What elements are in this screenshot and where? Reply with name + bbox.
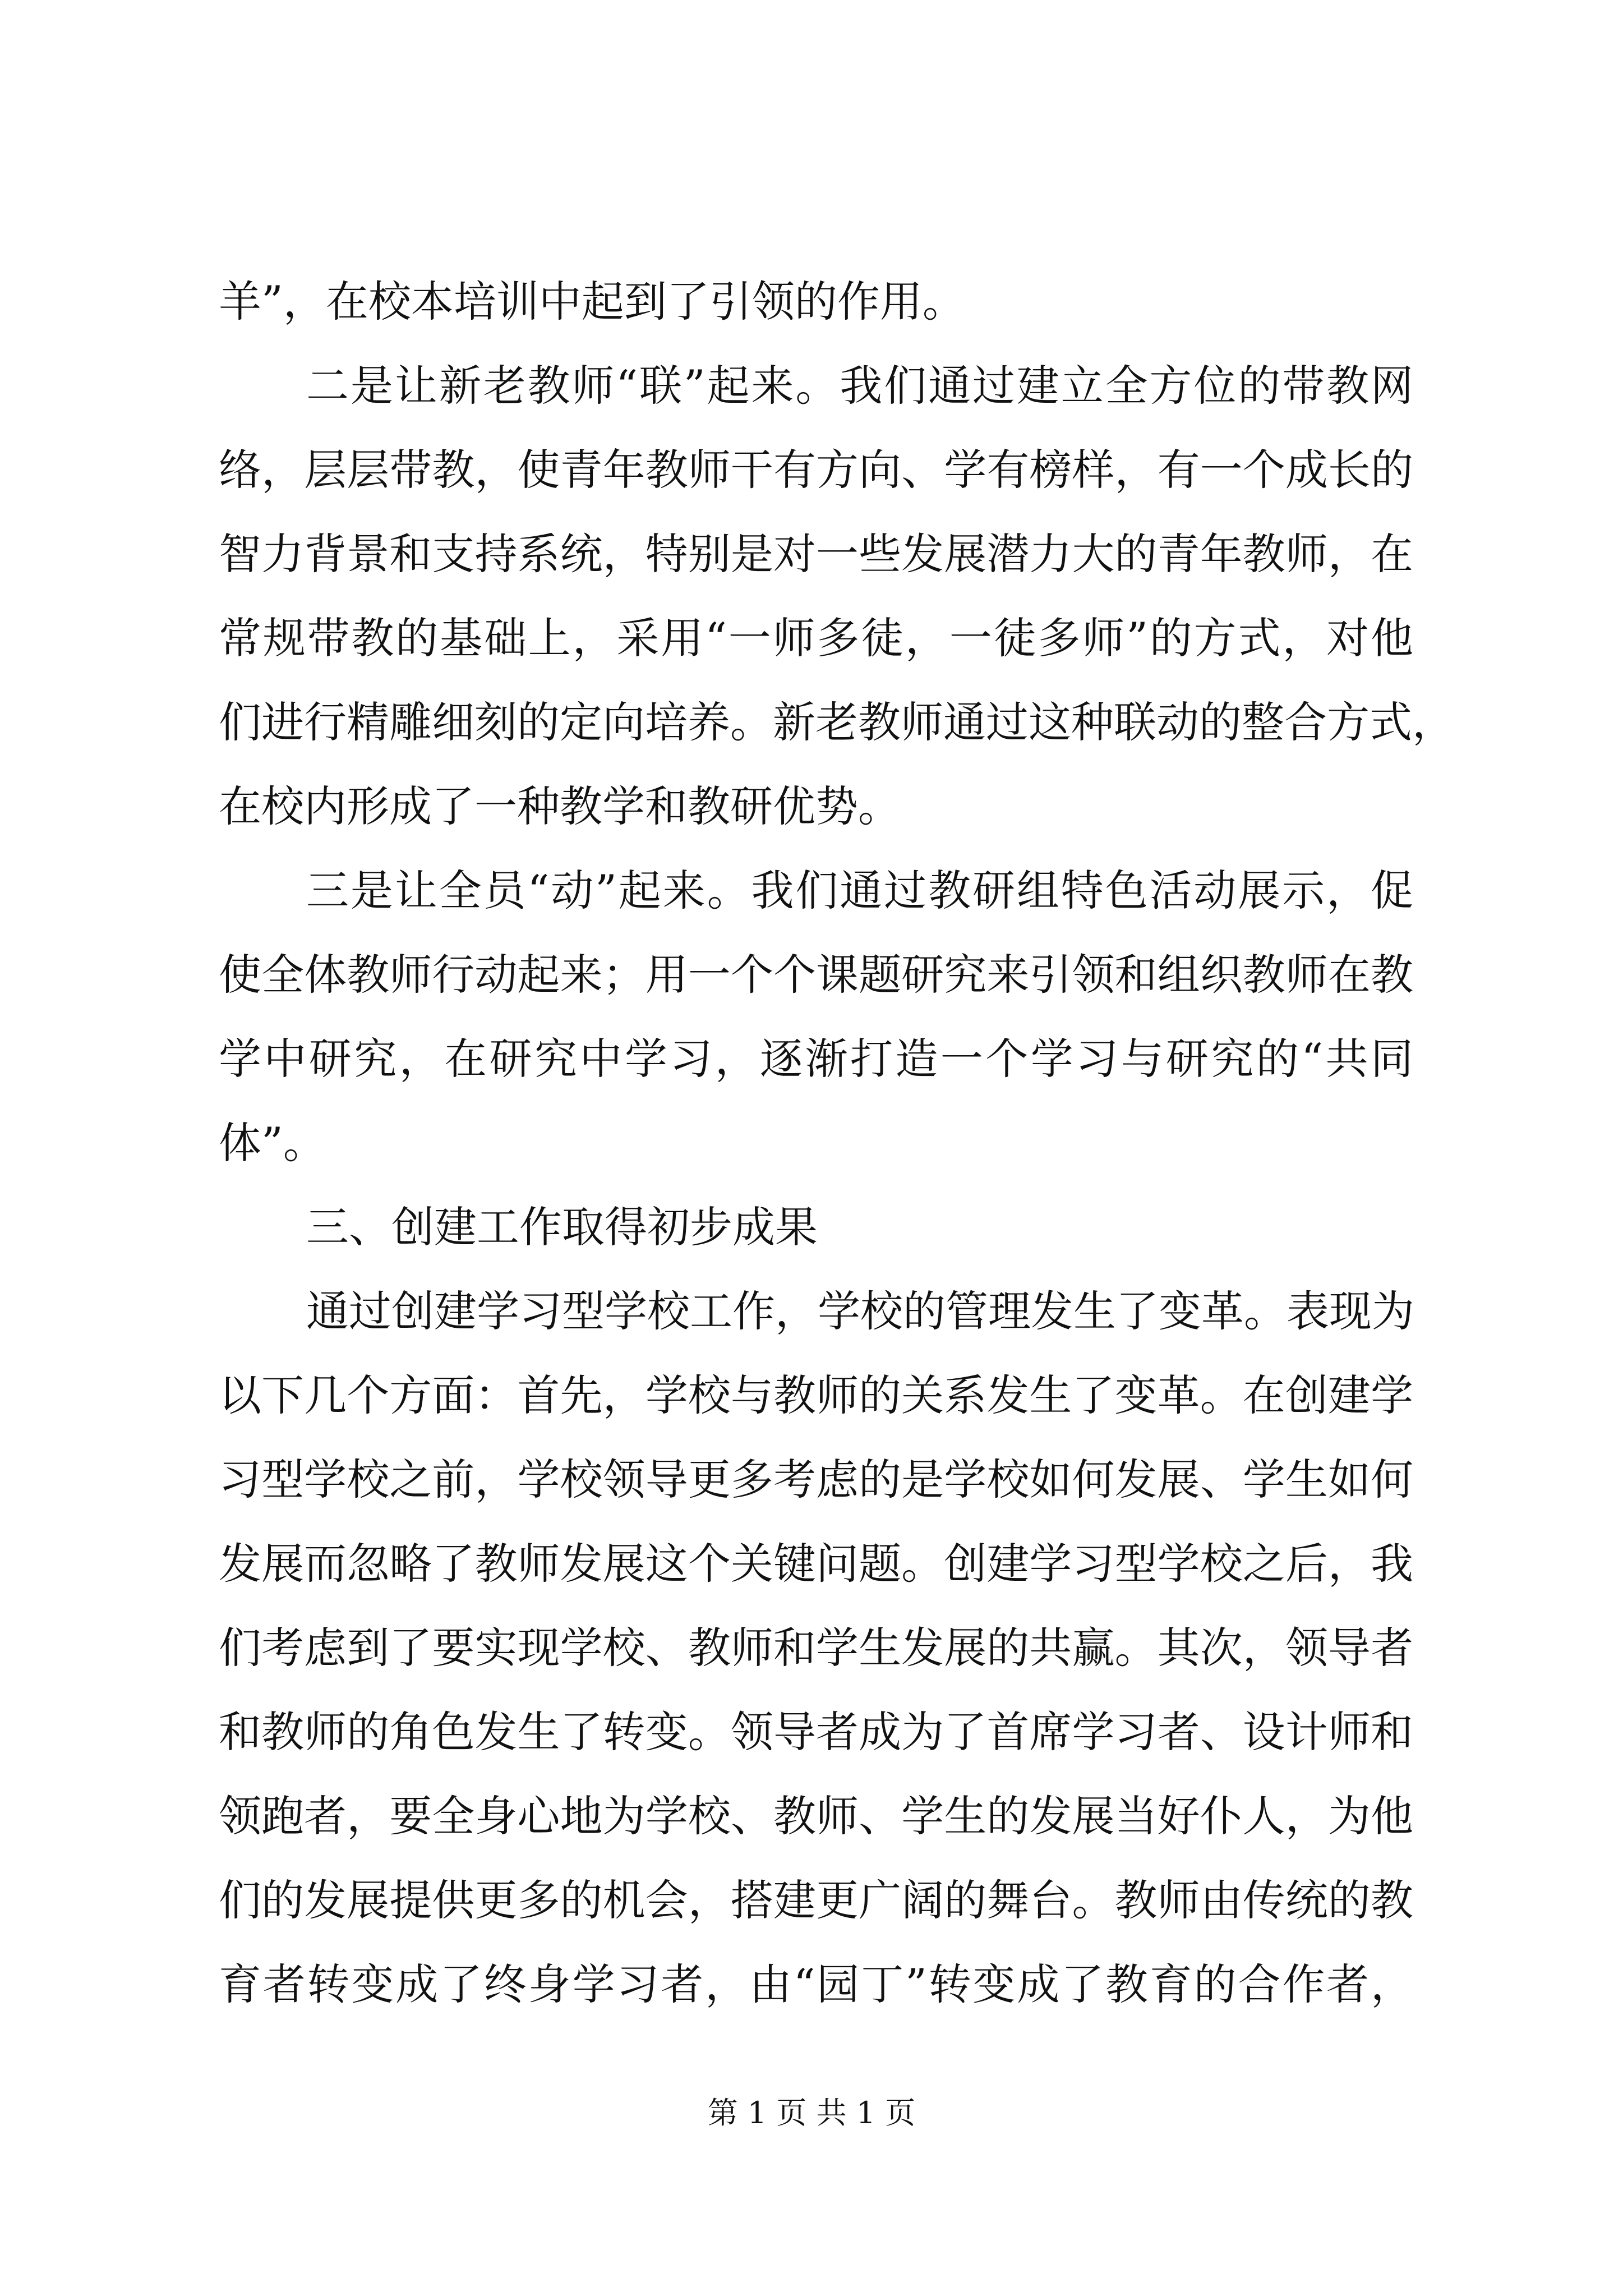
text-line: 以下几个方面：首先，学校与教师的关系发生了变革。在创建学 <box>219 1370 1413 1420</box>
text-line: 们进行精雕细刻的定向培养。新老教师通过这种联动的整合方式， <box>219 697 1455 747</box>
text-line: 三是让全员“动”起来。我们通过教研组特色活动展示，促 <box>306 866 1413 915</box>
text-line: 领跑者，要全身心地为学校、教师、学生的发展当好仆人，为他 <box>219 1791 1413 1841</box>
text-line: 通过创建学习型学校工作，学校的管理发生了变革。表现为 <box>306 1286 1414 1336</box>
text-line: 们考虑到了要实现学校、教师和学生发展的共赢。其次，领导者 <box>219 1623 1413 1673</box>
text-line: 常规带教的基础上，采用“一师多徒，一徒多师”的方式，对他 <box>219 613 1413 663</box>
page-footer: 第 1 页 共 1 页 <box>707 2095 916 2131</box>
text-line: 使全体教师行动起来；用一个个课题研究来引领和组织教师在教 <box>219 950 1413 1000</box>
text-line: 羊”，在校本培训中起到了引领的作用。 <box>219 277 965 326</box>
section-heading: 三、创建工作取得初步成果 <box>306 1202 818 1252</box>
text-line: 育者转变成了终身学习者，由“园丁”转变成了教育的合作者， <box>219 1959 1413 2009</box>
text-line: 和教师的角色发生了转变。领导者成为了首席学习者、设计师和 <box>219 1707 1413 1757</box>
text-line: 学中研究，在研究中学习，逐渐打造一个学习与研究的“共同 <box>219 1034 1413 1084</box>
text-line: 们的发展提供更多的机会，搭建更广阔的舞台。教师由传统的教 <box>219 1875 1413 1925</box>
text-line: 体”。 <box>219 1118 326 1168</box>
text-line: 络，层层带教，使青年教师干有方向、学有榜样，有一个成长的 <box>219 445 1413 495</box>
text-line: 习型学校之前，学校领导更多考虑的是学校如何发展、学生如何 <box>219 1455 1413 1504</box>
text-line: 智力背景和支持系统，特别是对一些发展潜力大的青年教师，在 <box>219 529 1413 579</box>
text-line: 发展而忽略了教师发展这个关键问题。创建学习型学校之后，我 <box>219 1539 1413 1589</box>
text-line: 二是让新老教师“联”起来。我们通过建立全方位的带教网 <box>306 361 1413 411</box>
text-line: 在校内形成了一种教学和教研优势。 <box>219 781 901 831</box>
